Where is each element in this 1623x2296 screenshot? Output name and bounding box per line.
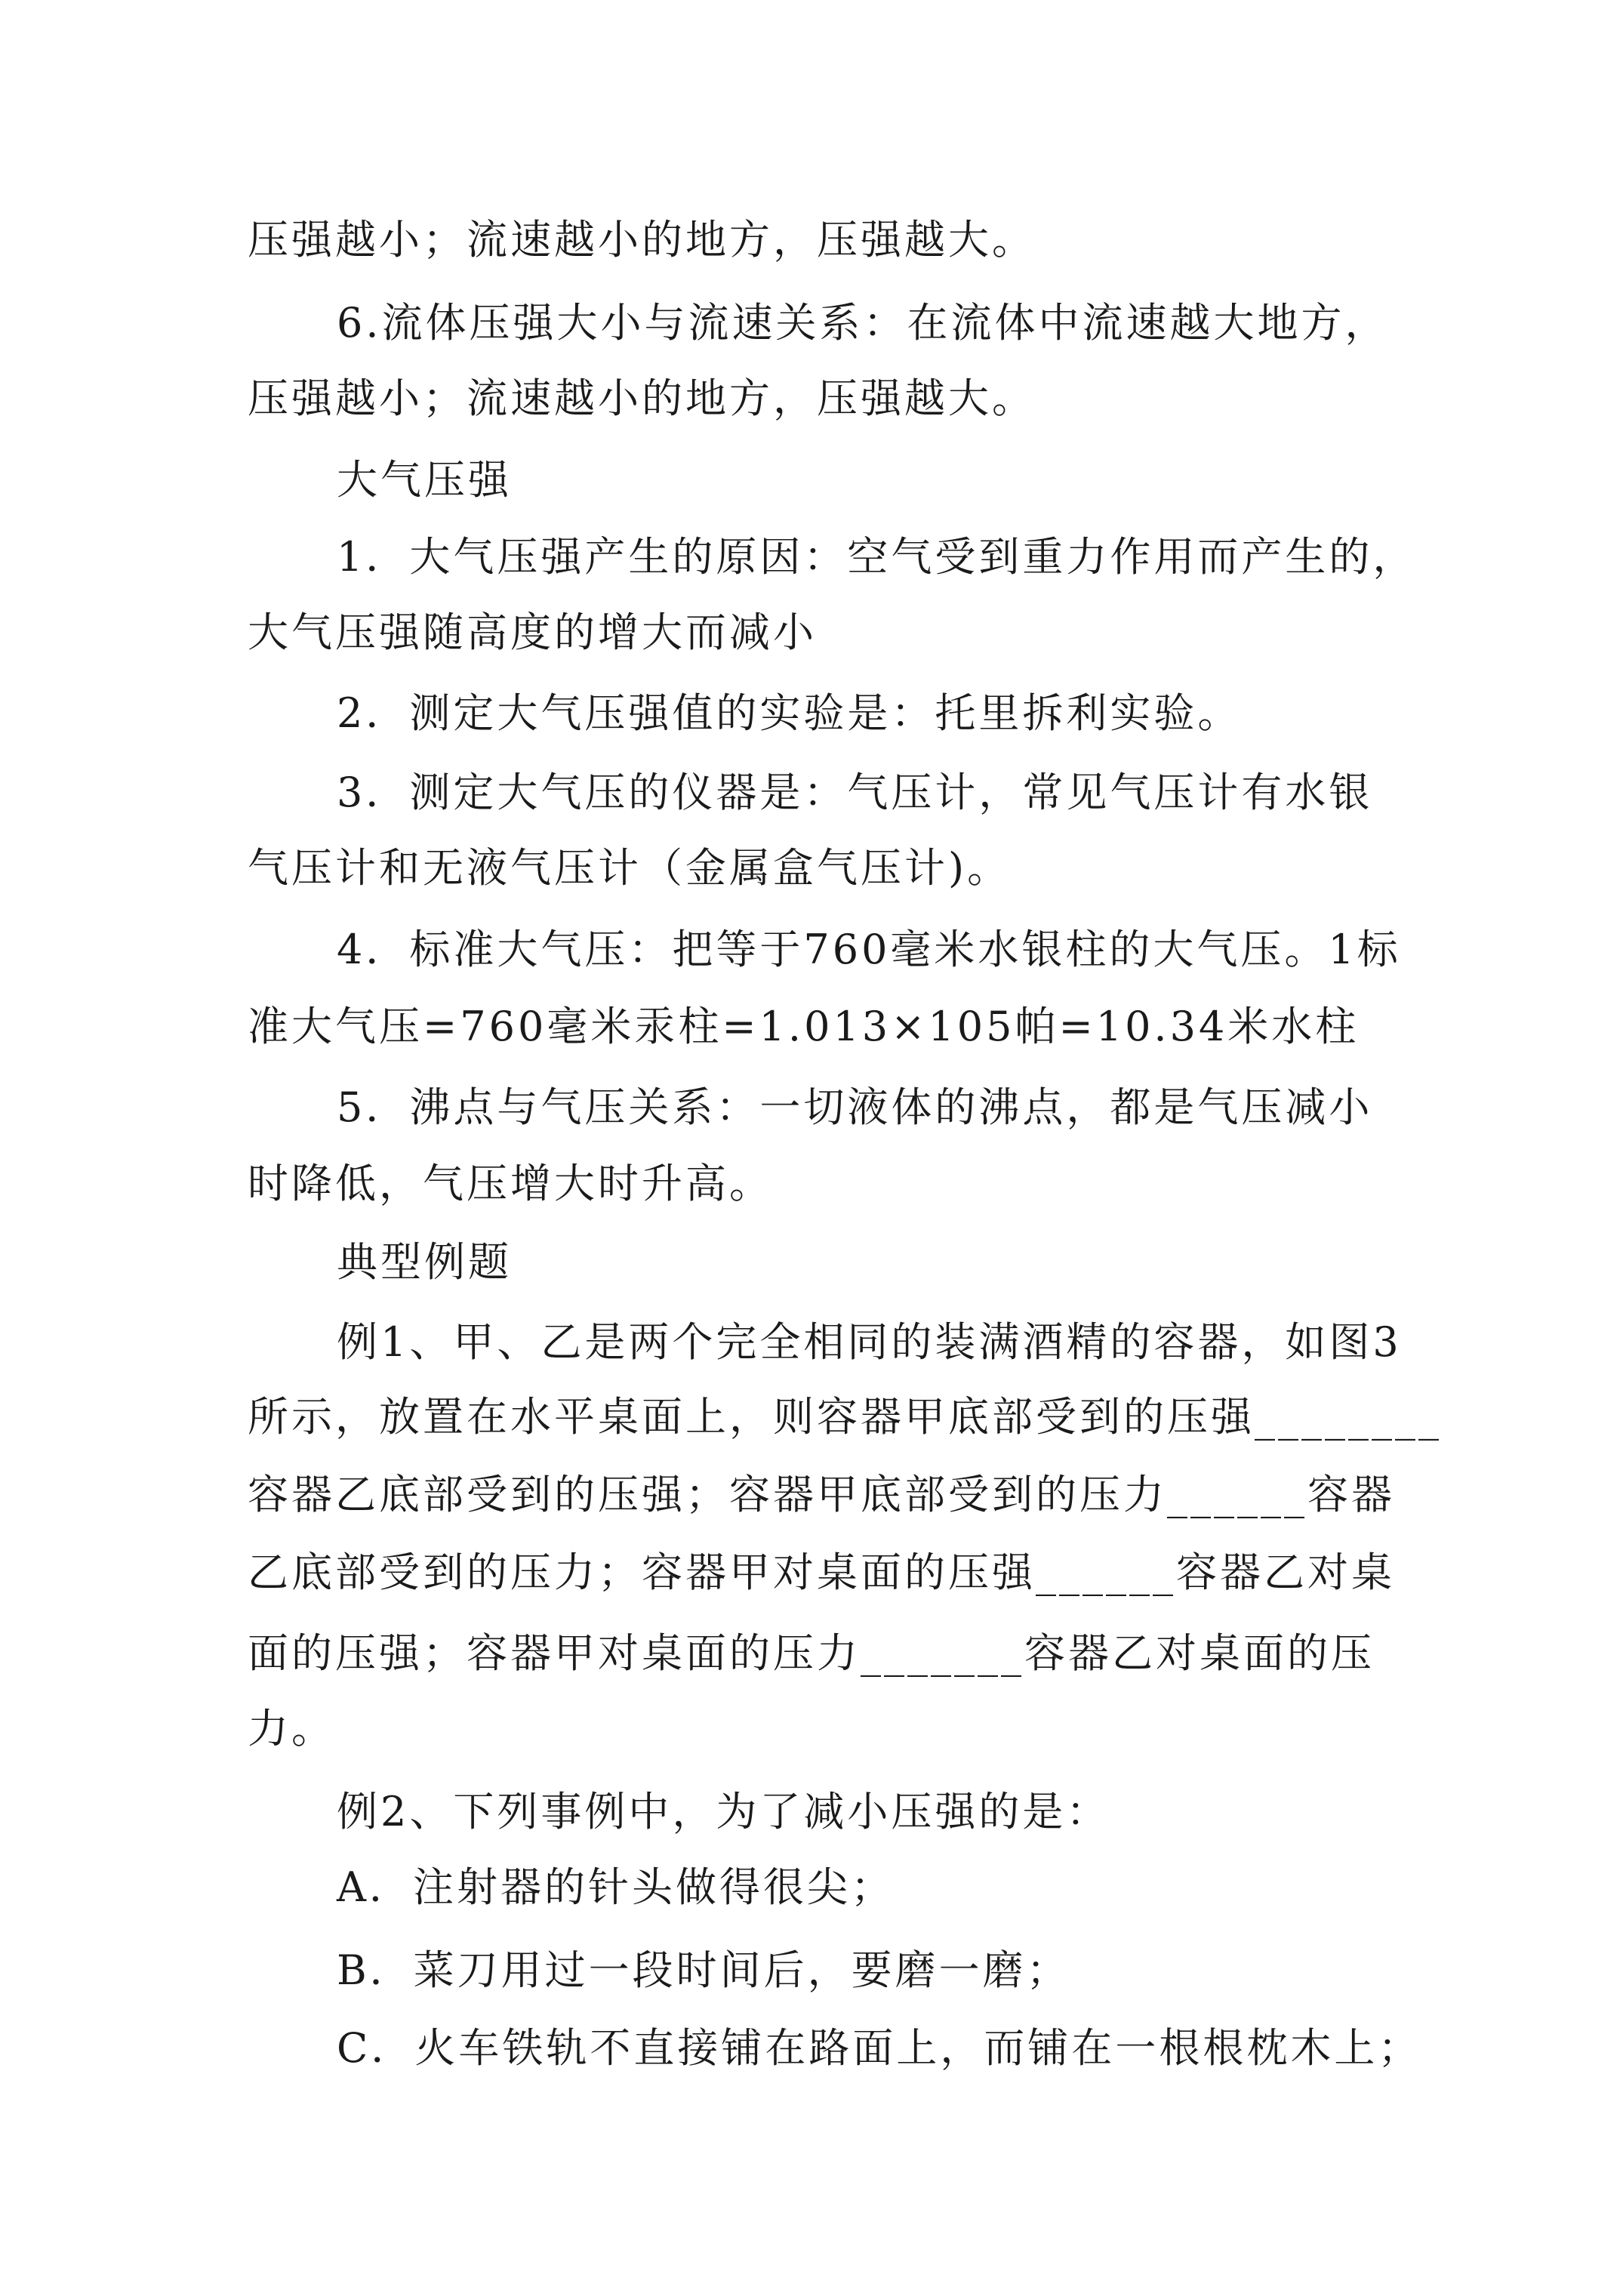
- section-heading: 典型例题: [337, 1238, 512, 1286]
- text-line: 气压计和无液气压计（金属盒气压计)。: [248, 844, 1012, 892]
- text-line: 时降低，气压增大时升高。: [248, 1160, 773, 1207]
- option-line: C．火车铁轨不直接铺在路面上，而铺在一根根枕木上；: [337, 2024, 1422, 2072]
- option-line: A．注射器的针头做得很尖；: [337, 1863, 895, 1911]
- option-line: B．菜刀用过一段时间后，要磨一磨；: [337, 1946, 1070, 1994]
- text-line: 2．测定大气压强值的实验是：托里拆利实验。: [337, 689, 1242, 737]
- text-line: 1．大气压强产生的原因：空气受到重力作用而产生的，: [337, 533, 1417, 581]
- text-line: 大气压强随高度的增大而减小: [248, 609, 817, 656]
- text-line: 压强越小；流速越小的地方，压强越大。: [248, 374, 1036, 422]
- text-line: 容器乙底部受到的压强；容器甲底部受到的压力______容器: [248, 1471, 1395, 1518]
- text-line: 力。: [248, 1705, 335, 1752]
- text-line: 6.流体压强大小与流速关系：在流体中流速越大地方，: [337, 299, 1389, 347]
- text-line: 所示，放置在水平桌面上，则容器甲底部受到的压强________: [248, 1393, 1442, 1441]
- text-line: 准大气压=760毫米汞柱=1.013×105帕=10.34米水柱: [248, 1003, 1360, 1050]
- text-line: 乙底部受到的压力；容器甲对桌面的压强______容器乙对桌: [248, 1549, 1395, 1596]
- text-line: 3．测定大气压的仪器是：气压计，常见气压计有水银: [337, 769, 1373, 816]
- text-line: 例2、下列事例中，为了减小压强的是：: [337, 1788, 1110, 1835]
- text-line: 5．沸点与气压关系：一切液体的沸点，都是气压减小: [337, 1083, 1373, 1131]
- section-heading: 大气压强: [337, 456, 512, 504]
- text-line: 面的压强；容器甲对桌面的压力_______容器乙对桌面的压: [248, 1629, 1375, 1677]
- text-line: 例1、甲、乙是两个完全相同的装满酒精的容器，如图3: [337, 1318, 1402, 1366]
- text-line: 4．标准大气压：把等于760毫米水银柱的大气压。1标: [337, 926, 1401, 973]
- text-line: 压强越小；流速越小的地方，压强越大。: [248, 216, 1036, 264]
